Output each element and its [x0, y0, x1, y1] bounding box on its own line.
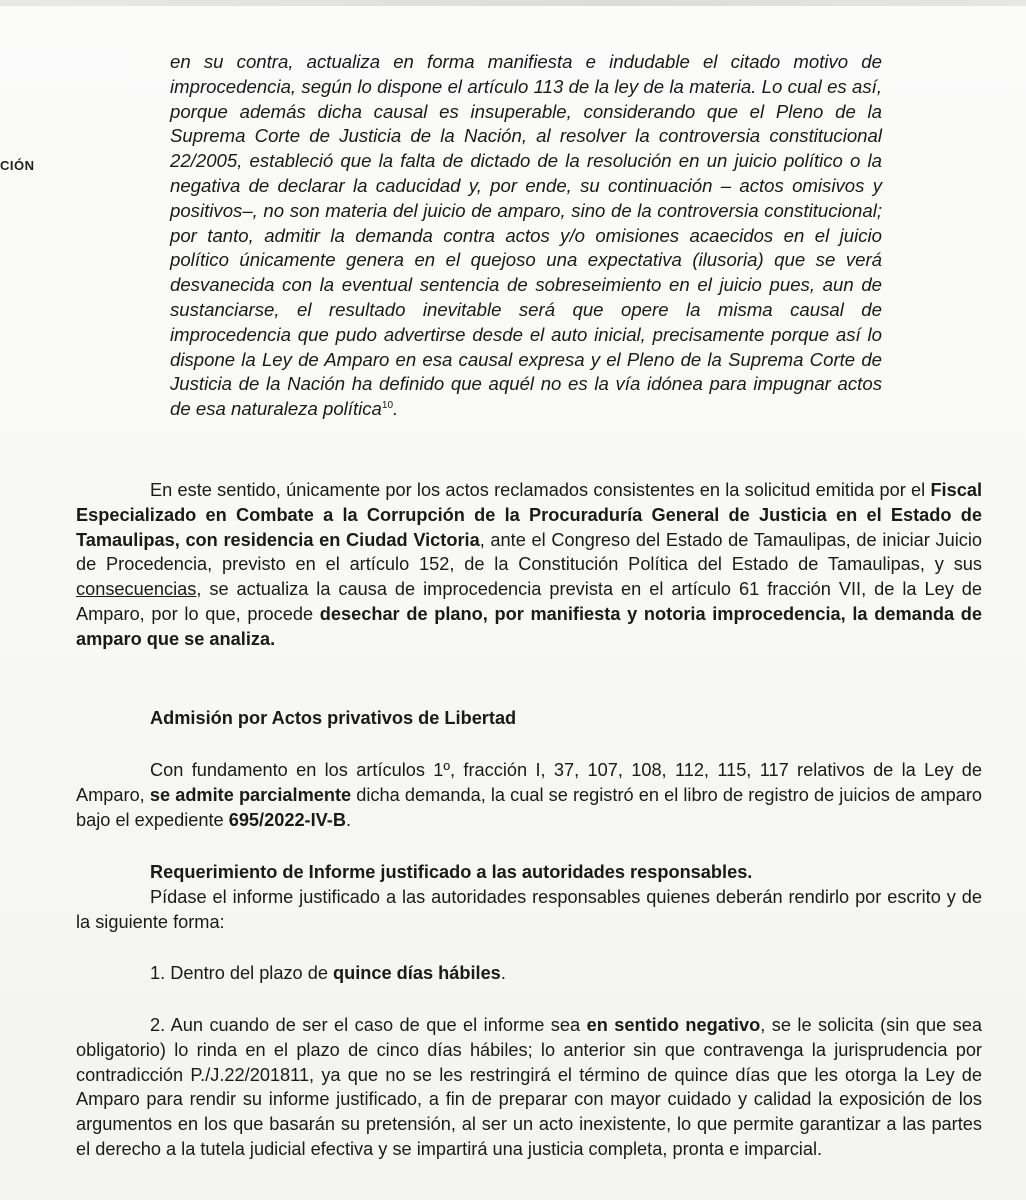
item1-number: 1. [150, 963, 166, 983]
quote-end: . [393, 398, 399, 420]
p1-bold-resolution: desechar de plano, por manifiesta y notoria improcedencia, la demanda de amparo que se analiza. [76, 603, 982, 649]
paragraph-admision [76, 758, 982, 832]
p1-text-1: En este sentido, únicamente por los actos reclamados consistentes en la solicitud emitida por el [150, 480, 931, 500]
p1-text-3: , se actualiza la causa de improcedencia prevista en el artículo 61 fracción VII, de la Ley de Amparo, por lo que, procede [76, 579, 982, 624]
list-item-1 [76, 961, 982, 986]
p1-text-2: , ante el Congreso del Estado de Tamaulipas, de iniciar Juicio de Procedencia, previsto en el artículo 152, de la Constitución Política del Estado de Tamaulipas, y sus [76, 529, 982, 575]
heading-admision-text: Admisión por Actos privativos de Libertad [150, 708, 517, 728]
margin-label: CIÓN [0, 158, 35, 173]
p1-underlined: consecuencias [76, 579, 197, 600]
page-top-edge [0, 0, 1026, 6]
p2-text-1: Con fundamento en los artículos 1º, fracción I, 37, 107, 108, 112, 115, 117 relativos de la Ley de Amparo, [76, 760, 982, 805]
p2-text-2: dicha demanda, la cual se registró en el libro de registro de juicios de amparo bajo el expediente [76, 784, 982, 830]
item2-text-2: , se le solicita (sin que sea obligatorio) lo rinda en el plazo de cinco días hábiles; lo anterior sin que contravenga la jurisprudencia por contradicción P./J.22/201811, ya que no se les restringirá el término de quince días que les otorga la Ley de Amparo para rendir su informe justificado, a fin de preparar con mayor cuidado y calidad la exposición de los argumentos en los que basarán su pretensión, al ser un acto inexistente, lo que permite garantizar a las partes el derecho a la tutela judicial efectiva y se impartirá una justicia completa, pronta e imparcial. [76, 1015, 982, 1159]
p1-bold-authority: Fiscal Especializado en Combate a la Corrupción de la Procuraduría General de Justicia en el Estado de Tamaulipas, con residencia en Ciudad Victoria [76, 480, 982, 550]
item2-bold: en sentido negativo [586, 1015, 761, 1035]
p2-text-3: . [346, 809, 352, 830]
heading-requerimiento-text: Requerimiento de Informe justificado a las autoridades responsables. [150, 862, 753, 882]
heading-admision [76, 706, 982, 731]
p2-bold-expediente: 695/2022-IV-B [228, 809, 346, 830]
list-item-2 [76, 1013, 982, 1162]
paragraph-improcedencia [76, 478, 982, 652]
heading-requerimiento [76, 860, 982, 885]
quoted-paragraph [170, 50, 882, 422]
quote-text: en su contra, actualiza en forma manifiesta e indudable el citado motivo de improcedencia, según lo dispone el artículo 113 de la ley de la materia. Lo cual es así, porque además dicha causal es insuperable, considerando que el Pleno de la Suprema Corte de Justicia de la Nación, al resolver la controversia constitucional 22/2005, estableció que la falta de dictado de la resolución en un juicio político o la negativa de declarar la caducidad y, por ende, su continuación – actos omisivos y positivos–, no son materia del juicio de amparo, sino de la controversia constitucional; por tanto, admitir la demanda contra actos y/o omisiones acaecidos en el juicio político únicamente genera en el quejoso una expectativa (ilusoria) que se verá desvanecida con la eventual sentencia de sobreseimiento en el juicio pues, aun de sustanciarse, el resultado inevitable será que opere la misma causal de improcedencia que pudo advertirse desde el auto inicial, precisamente porque así lo dispone la Ley de Amparo en esa causal expresa y el Pleno de la Suprema Corte de Justicia de la Nación ha definido que aquél no es la vía idónea para impugnar actos de esa naturaleza política [170, 51, 882, 420]
item1-text-2: . [500, 963, 506, 983]
item1-bold: quince días hábiles [333, 963, 501, 983]
paragraph-informe-text: Pídase el informe justificado a las autoridades responsables quienes deberán rendirlo por escrito y de la siguiente forma: [76, 887, 982, 932]
p2-bold-admite: se admite parcialmente [149, 784, 352, 805]
footnote-reference: 10 [381, 399, 394, 411]
item2-text-1: Aun cuando de ser el caso de que el informe sea [165, 1015, 587, 1035]
paragraph-informe [76, 885, 982, 935]
item1-text-1: Dentro del plazo de [165, 963, 334, 983]
item2-number: 2. [150, 1015, 166, 1035]
